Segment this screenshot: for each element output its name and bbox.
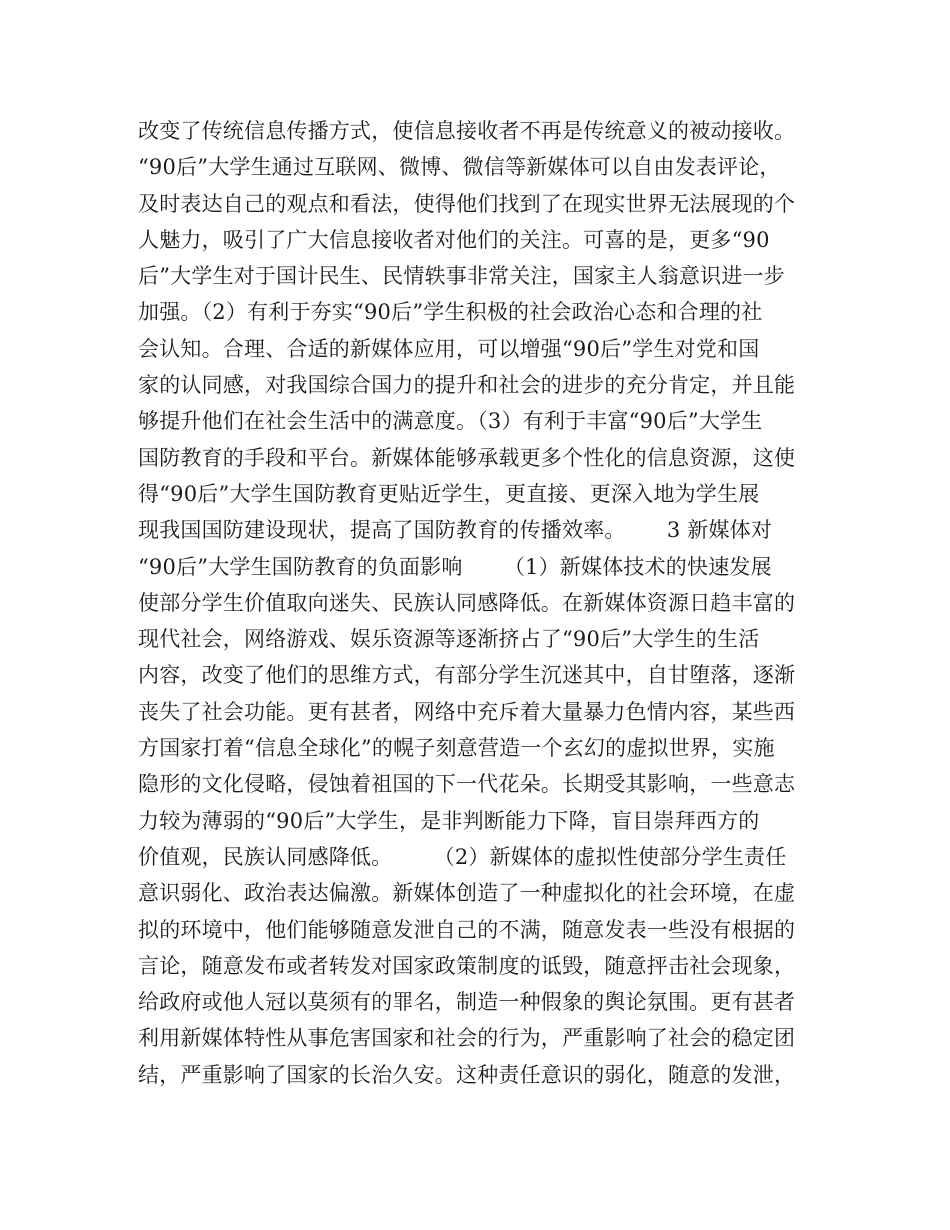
text-line: 结，严重影响了国家的长治久安。这种责任意识的弱化，随意的发泄， (138, 1062, 796, 1087)
text-line: 得“90后”大学生国防教育更贴近学生，更直接、更深入地为学生展 (138, 481, 760, 506)
text-line: 会认知。合理、合适的新媒体应用，可以增强“90后”学生对党和国 (138, 336, 760, 361)
text-line: 拟的环境中，他们能够随意发泄自己的不满，随意发表一些没有根据的 (138, 917, 796, 942)
text-line: 方国家打着“信息全球化”的幌子刻意营造一个玄幻的虚拟世界，实施 (138, 736, 775, 761)
text-line: 使部分学生价值取向迷失、民族认同感降低。在新媒体资源日趋丰富的 (138, 590, 796, 615)
text-line: 人魅力，吸引了广大信息接收者对他们的关注。可喜的是，更多“90 (138, 227, 770, 252)
text-line: 意识弱化、政治表达偏激。新媒体创造了一种虚拟化的社会环境，在虚 (138, 881, 796, 906)
text-line: 现代社会，网络游戏、娱乐资源等逐渐挤占了“90后”大学生的生活 (138, 627, 760, 652)
text-line: 现我国国防建设现状，提高了国防教育的传播效率。 3 新媒体对 (138, 518, 773, 543)
text-line: 家的认同感，对我国综合国力的提升和社会的进步的充分肯定，并且能 (138, 373, 796, 398)
text-line: “90后”大学生通过互联网、微博、微信等新媒体可以自由发表评论， (138, 155, 781, 180)
text-line: 言论，随意发布或者转发对国家政策制度的诋毁，随意抨击社会现象， (138, 953, 796, 978)
text-line: 够提升他们在社会生活中的满意度。（3）有利于丰富“90后”大学生 (138, 409, 763, 434)
text-line: 隐形的文化侵略，侵蚀着祖国的下一代花朵。长期受其影响，一些意志 (138, 772, 796, 797)
text-line: 改变了传统信息传播方式，使信息接收者不再是传统意义的被动接收。 (138, 119, 796, 143)
text-line: 价值观，民族认同感降低。 （2）新媒体的虚拟性使部分学生责任 (138, 844, 787, 869)
text-line: 及时表达自己的观点和看法，使得他们找到了在现实世界无法展现的个 (138, 191, 796, 216)
text-line: 力较为薄弱的“90后”大学生，是非判断能力下降，盲目崇拜西方的 (138, 808, 760, 833)
text-line: 后”大学生对于国计民生、民情轶事非常关注，国家主人翁意识进一步 (138, 264, 785, 289)
text-line: 国防教育的手段和平台。新媒体能够承载更多个性化的信息资源，这使 (138, 445, 796, 470)
text-line: 给政府或他人冠以莫须有的罪名，制造一种假象的舆论氛围。更有甚者 (138, 990, 796, 1015)
text-line: 内容，改变了他们的思维方式，有部分学生沉迷其中，自甘堕落，逐渐 (138, 663, 796, 688)
text-line: “90后”大学生国防教育的负面影响 （1）新媒体技术的快速发展 (138, 554, 772, 579)
text-line: 利用新媒体特性从事危害国家和社会的行为，严重影响了社会的稳定团 (138, 1026, 796, 1051)
text-line: 丧失了社会功能。更有甚者，网络中充斥着大量暴力色情内容，某些西 (138, 699, 796, 724)
text-line: 加强。（2）有利于夯实“90后”学生积极的社会政治心态和合理的社 (138, 300, 763, 325)
body-text (138, 113, 818, 1093)
